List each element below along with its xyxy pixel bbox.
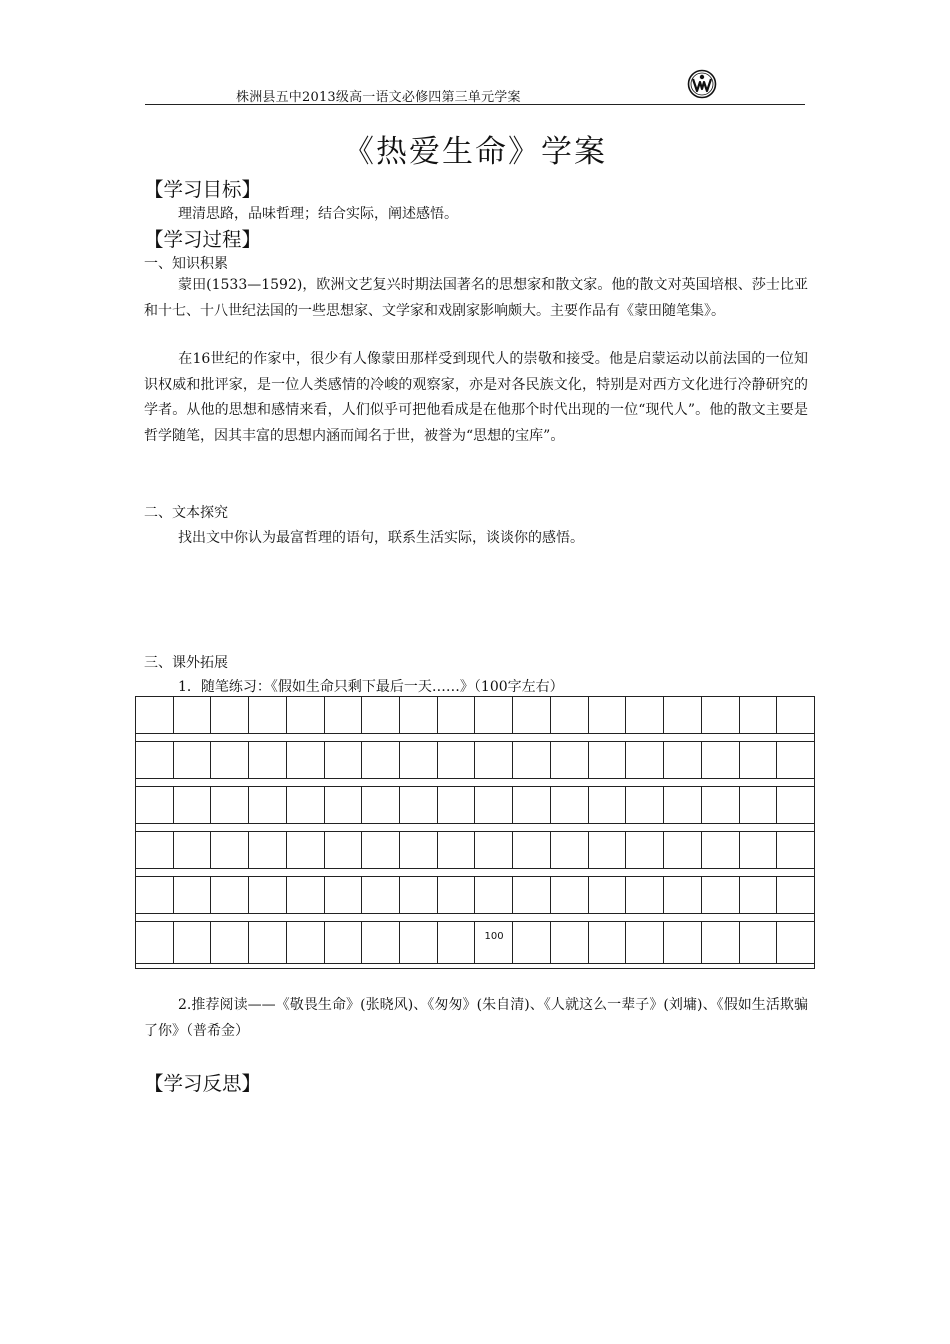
grid-cell[interactable] <box>400 877 438 913</box>
grid-cell[interactable] <box>438 742 476 778</box>
grid-cell[interactable] <box>702 922 740 963</box>
grid-cell[interactable] <box>626 922 664 963</box>
grid-cell[interactable] <box>174 742 212 778</box>
grid-cell[interactable] <box>513 742 551 778</box>
grid-cell[interactable] <box>211 742 249 778</box>
grid-cell[interactable] <box>589 697 627 733</box>
grid-cell[interactable] <box>664 922 702 963</box>
section1-paragraph-2: 在16世纪的作家中，很少有人像蒙田那样受到现代人的崇敬和接受。他是启蒙运动以前法国的一位知识权威和批评家，是一位人类感情的冷峻的观察家，亦是对各民族文化，特别是对西方文化进行冷静研究的学者。从他的思想和感情来看，人们似乎可把他看成是在他那个时代出现的一位“现代人”。他的散文主要是哲学随笔，因其丰富的思想内涵而闻名于世，被誉为“思想的宝库”。 <box>144 351 808 444</box>
grid-cell[interactable] <box>325 877 363 913</box>
grid-cell[interactable] <box>287 922 325 963</box>
grid-cell[interactable] <box>136 697 174 733</box>
grid-cell[interactable] <box>664 787 702 823</box>
grid-cell[interactable] <box>626 787 664 823</box>
grid-cell[interactable] <box>626 877 664 913</box>
grid-cell[interactable] <box>702 787 740 823</box>
grid-cell[interactable] <box>626 697 664 733</box>
grid-spacer <box>135 914 815 921</box>
grid-spacer <box>135 779 815 786</box>
section3-title: 三、课外拓展 <box>144 655 228 671</box>
grid-cell[interactable] <box>777 922 814 963</box>
grid-cell[interactable] <box>287 787 325 823</box>
grid-cell[interactable] <box>740 832 778 868</box>
page-header: 株洲县五中2013级高一语文必修四第三单元学案 <box>236 90 521 105</box>
grid-cell[interactable] <box>287 877 325 913</box>
grid-cell[interactable] <box>362 922 400 963</box>
grid-cell[interactable] <box>249 787 287 823</box>
grid-cell[interactable] <box>513 922 551 963</box>
grid-cell[interactable] <box>287 832 325 868</box>
grid-cell[interactable] <box>325 832 363 868</box>
grid-spacer <box>135 869 815 876</box>
grid-cell[interactable] <box>287 697 325 733</box>
grid-cell[interactable] <box>211 877 249 913</box>
grid-row[interactable] <box>135 696 815 734</box>
grid-cell[interactable] <box>513 697 551 733</box>
grid-cell[interactable] <box>777 787 814 823</box>
grid-cell[interactable] <box>551 922 589 963</box>
grid-cell[interactable] <box>551 877 589 913</box>
grid-cell[interactable] <box>362 697 400 733</box>
grid-cell[interactable] <box>174 697 212 733</box>
grid-cell[interactable] <box>438 877 476 913</box>
grid-cell[interactable] <box>325 697 363 733</box>
grid-cell[interactable] <box>664 697 702 733</box>
grid-cell[interactable] <box>174 877 212 913</box>
goals-heading: 【学习目标】 <box>144 178 262 201</box>
grid-cell[interactable] <box>589 832 627 868</box>
reflection-heading: 【学习反思】 <box>144 1072 262 1095</box>
writing-exercise-prompt: 1．随笔练习：《假如生命只剩下最后一天……》（100字左右） <box>178 679 564 695</box>
grid-cell[interactable] <box>777 742 814 778</box>
grid-cell[interactable] <box>438 832 476 868</box>
grid-cell[interactable] <box>664 877 702 913</box>
grid-cell[interactable] <box>475 832 513 868</box>
grid-cell[interactable] <box>438 697 476 733</box>
writing-grid[interactable] <box>135 696 815 969</box>
grid-cell[interactable] <box>136 922 174 963</box>
grid-cell[interactable] <box>400 832 438 868</box>
grid-spacer <box>135 734 815 741</box>
grid-cell[interactable] <box>249 832 287 868</box>
grid-cell[interactable] <box>551 832 589 868</box>
grid-cell[interactable] <box>589 877 627 913</box>
grid-cell[interactable] <box>664 832 702 868</box>
grid-cell[interactable] <box>475 697 513 733</box>
section1-title: 一、知识积累 <box>144 256 228 272</box>
grid-cell[interactable] <box>626 742 664 778</box>
grid-100-mark: 100 <box>484 931 504 942</box>
grid-cell[interactable] <box>740 877 778 913</box>
grid-cell[interactable] <box>475 742 513 778</box>
grid-cell[interactable] <box>740 787 778 823</box>
process-heading: 【学习过程】 <box>144 228 262 251</box>
page-title: 《热爱生命》学案 <box>343 134 607 170</box>
grid-cell[interactable] <box>740 742 778 778</box>
section2-text: 找出文中你认为最富哲理的语句，联系生活实际，谈谈你的感悟。 <box>178 530 584 546</box>
grid-row[interactable] <box>135 831 815 869</box>
grid-cell[interactable] <box>777 832 814 868</box>
grid-spacer <box>135 964 815 969</box>
school-emblem-icon <box>687 69 717 99</box>
grid-row[interactable] <box>135 921 815 964</box>
grid-cell[interactable] <box>362 787 400 823</box>
header-rule <box>145 104 805 105</box>
grid-row[interactable] <box>135 741 815 779</box>
grid-cell[interactable] <box>438 787 476 823</box>
grid-cell[interactable] <box>438 922 476 963</box>
grid-cell[interactable] <box>362 877 400 913</box>
grid-cell[interactable] <box>551 742 589 778</box>
grid-spacer <box>135 824 815 831</box>
section1-paragraph-1: 蒙田(1533—1592)，欧洲文艺复兴时期法国著名的思想家和散文家。他的散文对英国培根、莎士比亚和十七、十八世纪法国的一些思想家、文学家和戏剧家影响颇大。主要作品有《蒙田随笔集》。 <box>144 277 808 319</box>
recommended-reading: 2.推荐阅读——《敬畏生命》(张晓风)、《匆匆》(朱自清)、《人就这么一辈子》(刘墉)、《假如生活欺骗了你》（普希金） <box>144 997 808 1039</box>
grid-cell[interactable] <box>400 697 438 733</box>
grid-cell[interactable] <box>702 742 740 778</box>
grid-cell[interactable] <box>211 832 249 868</box>
grid-cell[interactable] <box>777 697 814 733</box>
grid-row[interactable] <box>135 876 815 914</box>
grid-cell[interactable] <box>249 742 287 778</box>
grid-cell[interactable] <box>136 787 174 823</box>
grid-cell[interactable] <box>174 832 212 868</box>
grid-cell[interactable] <box>740 922 778 963</box>
grid-cell[interactable] <box>702 877 740 913</box>
grid-cell[interactable] <box>325 922 363 963</box>
grid-cell[interactable] <box>777 877 814 913</box>
grid-cell[interactable] <box>287 742 325 778</box>
grid-cell[interactable] <box>249 697 287 733</box>
grid-cell[interactable] <box>400 742 438 778</box>
grid-cell[interactable] <box>325 787 363 823</box>
grid-cell[interactable] <box>211 697 249 733</box>
grid-cell[interactable] <box>400 922 438 963</box>
grid-cell[interactable] <box>702 697 740 733</box>
grid-cell[interactable] <box>249 922 287 963</box>
grid-cell[interactable] <box>589 922 627 963</box>
grid-cell[interactable] <box>589 787 627 823</box>
grid-cell[interactable] <box>362 742 400 778</box>
grid-cell[interactable] <box>702 832 740 868</box>
goals-text: 理清思路，品味哲理；结合实际，阐述感悟。 <box>178 206 458 222</box>
grid-cell[interactable] <box>513 832 551 868</box>
grid-cell[interactable] <box>513 787 551 823</box>
grid-cell[interactable] <box>249 877 287 913</box>
grid-cell[interactable] <box>475 877 513 913</box>
grid-cell[interactable] <box>136 832 174 868</box>
grid-cell[interactable] <box>325 742 363 778</box>
grid-cell[interactable] <box>551 697 589 733</box>
grid-cell[interactable] <box>136 742 174 778</box>
grid-cell[interactable] <box>211 787 249 823</box>
grid-cell[interactable] <box>551 787 589 823</box>
grid-cell[interactable] <box>136 877 174 913</box>
grid-cell[interactable] <box>211 922 249 963</box>
section2-title: 二、文本探究 <box>144 505 228 521</box>
grid-cell[interactable] <box>740 697 778 733</box>
grid-row[interactable] <box>135 786 815 824</box>
grid-cell[interactable] <box>174 787 212 823</box>
grid-cell[interactable] <box>174 922 212 963</box>
grid-cell[interactable] <box>589 742 627 778</box>
grid-cell[interactable] <box>475 922 513 963</box>
grid-cell[interactable] <box>664 742 702 778</box>
grid-cell[interactable] <box>513 877 551 913</box>
grid-cell[interactable] <box>400 787 438 823</box>
grid-cell[interactable] <box>475 787 513 823</box>
grid-cell[interactable] <box>626 832 664 868</box>
grid-cell[interactable] <box>362 832 400 868</box>
